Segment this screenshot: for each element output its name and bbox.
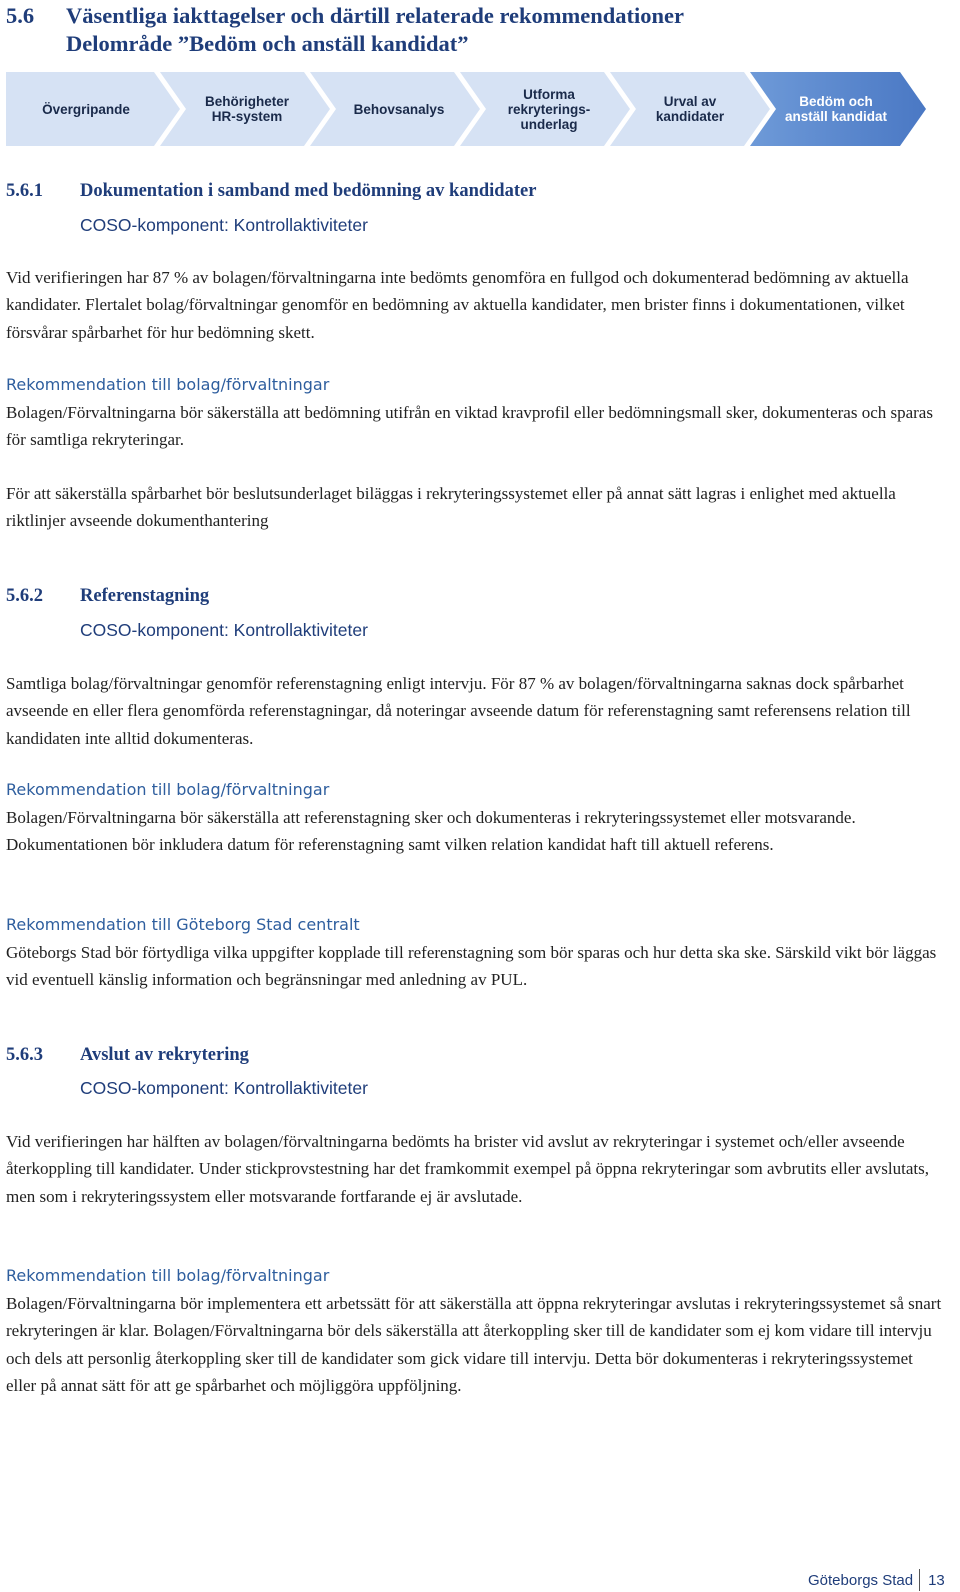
section-title: Dokumentation i samband med bedömning av kandidater [80,181,537,201]
process-step-1-label: Övergripande [42,101,130,117]
process-step-4-label: Utforma rekryterings- underlag [507,86,591,132]
finding-paragraph: Vid verifieringen har hälften av bolagen/förvaltningarna bedömts ha brister vid avslut av rekryteringar i systemet och/eller avseende återkoppling till kandidater. Under stickprovstestning har det framkommit exempel på öppna rekryteringar som avbrutits eller avslutats, men som i rekryteringssystem eller motsvarande fortfarande ej är avslutade. [6,1132,929,1206]
section-5-6-3-heading [6,1043,249,1067]
section-number: 5.6.2 [6,586,43,606]
title-number: 5.6 [6,3,35,28]
recommendation-label-central: Rekommendation till Göteborg Stad centralt [6,915,360,934]
section-5-6-1-heading [6,179,536,203]
recommendation-text-2: För att säkerställa spårbarhet bör beslutsunderlaget biläggas i rekryteringssystemet eller på annat sätt lagras i enlighet med aktuella riktlinjer avseende dokumenthantering [6,484,896,531]
finding-paragraph: Vid verifieringen har 87 % av bolagen/förvaltningarna inte bedömts genomföra en fullgod och dokumenterad bedömning av aktuella kandidater. Flertalet bolag/förvaltningar genomför en bedömning av aktuella kandidater, men brister finns i dokumentationen, vilket försvårar spårbarhet för hur bedömning skett. [6,268,909,342]
process-chevron-bar [6,72,940,146]
recommendation-text: Bolagen/Förvaltningarna bör implementera ett arbetssätt för att säkerställa att öppna rekryteringar avslutas i rekryteringssystemet så snart rekryteringen är klar. Bolagen/Förvaltningarna bör dels säkerställa att återkoppling sker till de kandidater som ej kom vidare till intervju och dels att personlig återkoppling sker till de kandidater som gick vidare till intervju. Detta bör dokumenteras i rekryteringssystemet eller på annat sätt för att ge spårbarhet och möjliggöra uppföljning. [6,1294,942,1395]
section-number: 5.6.3 [6,1045,43,1065]
coso-component: COSO-komponent: Kontrollaktiviteter [80,215,368,235]
recommendation-text: Bolagen/Förvaltningarna bör säkerställa att bedömning utifrån en viktad kravprofil eller bedömningsmall sker, dokumenteras och sparas för samtliga rekryteringar. [6,403,933,450]
recommendation-label: Rekommendation till bolag/förvaltningar [6,780,330,799]
process-step-3-label: Behovsanalys [353,101,445,117]
footer-divider [919,1569,920,1591]
page-footer [808,1568,945,1592]
recommendation-label: Rekommendation till bolag/förvaltningar [6,375,330,394]
recommendation-text-central: Göteborgs Stad bör förtydliga vilka uppgifter kopplade till referenstagning som bör sparas och hur detta ska ske. Särskild vikt bör läggas vid eventuell känslig information och begränsningar med anledning av PUL. [6,943,937,990]
recommendation-text: Bolagen/Förvaltningarna bör säkerställa att referenstagning sker och dokumenteras i rekryteringssystemet eller motsvarande. Dokumentationen bör inkludera datum för referenstagning samt vilken relation kandidat haft till aktuell referens. [6,808,856,855]
process-step-5-label: Urval av kandidater [655,94,725,124]
recommendation-label: Rekommendation till bolag/förvaltningar [6,1266,330,1285]
page-number: 13 [928,1571,945,1589]
coso-component: COSO-komponent: Kontrollaktiviteter [80,1078,368,1098]
section-title: Avslut av rekrytering [80,1045,249,1065]
page-title [6,2,684,58]
coso-component: COSO-komponent: Kontrollaktiviteter [80,620,368,640]
section-5-6-2-heading [6,584,209,608]
footer-org-name: Göteborgs Stad [808,1571,914,1589]
process-step-6-label: Bedöm och anställ kandidat [784,94,888,124]
finding-paragraph: Samtliga bolag/förvaltningar genomför referenstagning enligt intervju. För 87 % av bolagen/förvaltningarna saknas dock spårbarhet avseende en eller flera genomförda referenstagningar, då noteringar avseende datum för referenstagning samt referensens relation till kandidaten inte alltid dokumenteras. [6,674,911,748]
process-step-2-label: Behörigheter HR-system [204,94,289,124]
section-title: Referenstagning [80,586,210,606]
section-number: 5.6.1 [6,181,43,201]
title-line-2: Delområde ”Bedöm och anställ kandidat” [66,31,469,56]
title-line-1: Väsentliga iakttagelser och därtill relaterade rekommendationer [66,3,685,28]
